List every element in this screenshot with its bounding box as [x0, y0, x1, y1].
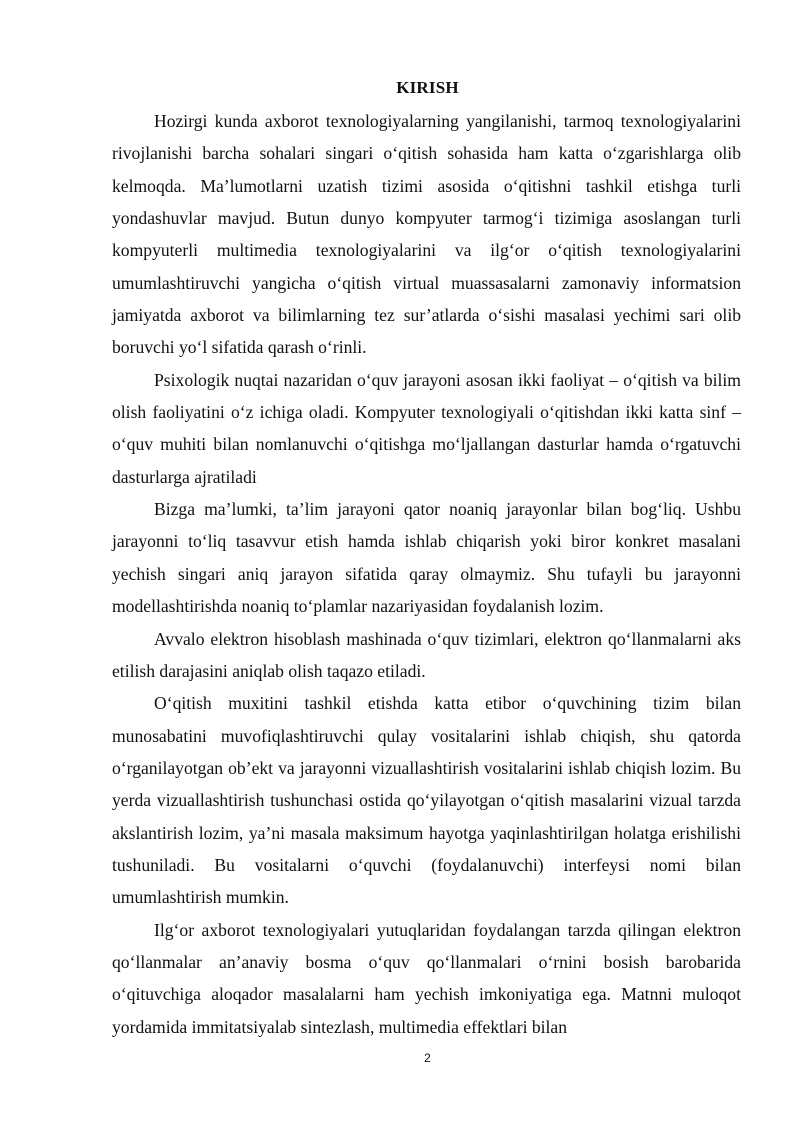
paragraph: Ilg‘or axborot texnologiyalari yutuqlaridan foydalangan tarzda qilingan elektron qo‘llanmalar an’anaviy bosma o‘quv qo‘llanmalari o‘rnini bosish barobarida o‘qituvchiga aloqador masalalarni ham yechish imkoniyatiga ega. Matnni muloqot yordamida immitatsiyalab sintezlash, multimedia effektlari bilan — [112, 919, 741, 1037]
page-number: 2 — [424, 1051, 431, 1065]
paragraph: O‘qitish muxitini tashkil etishda katta etibor o‘quvchining tizim bilan munosabatini muvofiqlashtiruvchi qulay vositalarini ishlab chiqish, shu qatorda o‘rganilayotgan ob’ekt va jarayonni vizuallashtirish vositalarini ishlab chiqish lozim. Bu yerda vizuallashtirish tushunchasi ostida qo‘yilayotgan o‘qitish masalarini vizual tarzda akslantirish lozim, ya’ni masala maksimum hayotga yaqinlashtirilgan holatga erishilishi tushuniladi. Bu vositalarni o‘quvchi (foydalanuvchi) interfeysi nomi bilan umumlashtirish mumkin. — [112, 693, 741, 908]
paragraph: Hozirgi kunda axborot texnologiyalarning yangilanishi, tarmoq texnologiyalarini rivojlanishi barcha sohalari singari o‘qitish sohasida ham katta o‘zgarishlarga olib kelmoqda. Ma’lumotlarni uzatish tizimi asosida o‘qitishni tashkil etishga turli yondashuvlar mavjud. Butun dunyo kompyuter tarmog‘i tizimiga asoslangan turli kompyuterli multimedia texnologiyalarini va ilg‘or o‘qitish texnologiyalarini umumlashtiruvchi yangicha o‘qitish virtual muassasalarni zamonaviy informatsion jamiyatda axborot va bilimlarning tez sur’atlarda o‘sishi masalasi yechimi sari olib boruvchi yo‘l sifatida qarash o‘rinli. — [112, 111, 741, 358]
section-heading: KIRISH — [396, 78, 459, 97]
paragraph: Bizga ma’lumki, ta’lim jarayoni qator noaniq jarayonlar bilan bog‘liq. Ushbu jarayonni to‘liq tasavvur etish hamda ishlab chiqarish yoki biror konkret masalani yechish singari aniq jarayon sifatida qaray olmaymiz. Shu tufayli bu jarayonni modellashtirishda noaniq to‘plamlar nazariyasidan foydalanish lozim. — [112, 499, 741, 617]
paragraph: Avvalo elektron hisoblash mashinada o‘quv tizimlari, elektron qo‘llanmalarni aks etilish darajasini aniqlab olish taqazo etiladi. — [112, 628, 741, 681]
body-text — [112, 105, 741, 1043]
paragraph: Psixologik nuqtai nazaridan o‘quv jarayoni asosan ikki faoliyat – o‘qitish va bilim olish faoliyatini o‘z ichiga oladi. Kompyuter texnologiyali o‘qitishdan ikki katta sinf – o‘quv muhiti bilan nomlanuvchi o‘qitishga mo‘ljallangan dasturlar hamda o‘rgatuvchi dasturlarga ajratiladi — [112, 369, 741, 487]
